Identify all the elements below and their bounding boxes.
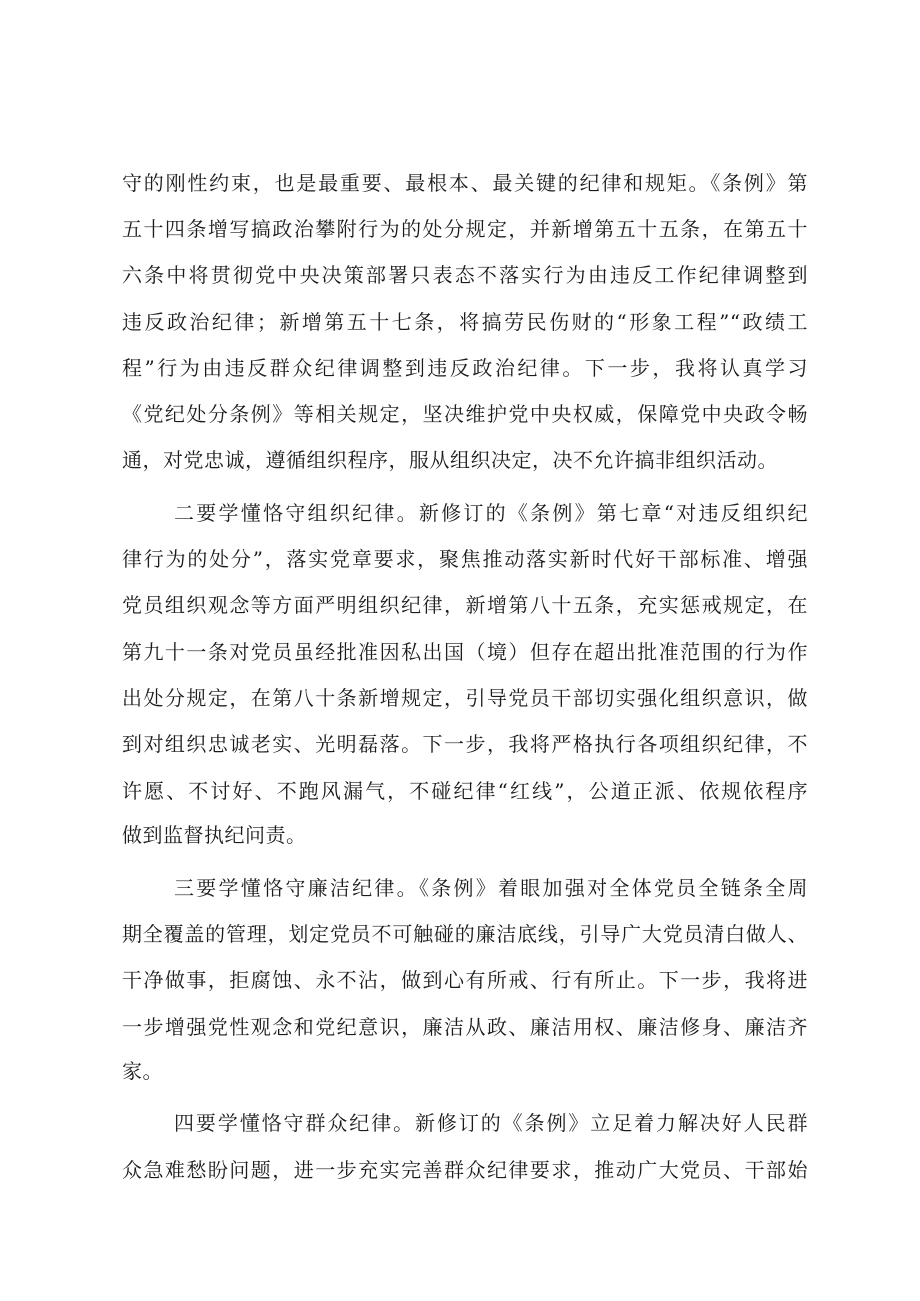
text-line: 一步增强党性观念和党纪意识，廉洁从政、廉洁用权、廉洁修身、廉洁齐 <box>122 1015 808 1039</box>
text-line: 六条中将贯彻党中央决策部署只表态不落实行为由违反工作纪律调整到 <box>122 263 808 287</box>
text-line: 第九十一条对党员虽经批准因私出国（境）但存在超出批准范围的行为作 <box>122 640 808 664</box>
paragraph-first-line: 二要学懂恪守组织纪律。新修订的《条例》第七章“对违反组织纪 <box>174 501 808 525</box>
text-line: 做到监督执纪问责。 <box>122 823 307 847</box>
text-line: 通，对党忠诚，遵循组织程序，服从组织决定，决不允许搞非组织活动。 <box>122 448 778 472</box>
text-line: 到对组织忠诚老实、光明磊落。下一步，我将严格执行各项组织纪律，不 <box>122 732 808 756</box>
text-line: 出处分规定，在第八十条新增规定，引导党员干部切实强化组织意识，做 <box>122 686 808 710</box>
text-line: 《党纪处分条例》等相关规定，坚决维护党中央权威，保障党中央政令畅 <box>122 402 808 426</box>
text-line: 期全覆盖的管理，划定党员不可触碰的廉洁底线，引导广大党员清白做人、 <box>122 922 808 946</box>
paragraph-first-line: 三要学懂恪守廉洁纪律。《条例》着眼加强对全体党员全链条全周 <box>174 876 808 900</box>
text-line: 干净做事，拒腐蚀、永不沾，做到心有所戒、行有所止。下一步，我将进 <box>122 968 808 992</box>
paragraph-first-line: 四要学懂恪守群众纪律。新修订的《条例》立足着力解决好人民群 <box>174 1111 808 1135</box>
text-line: 违反政治纪律；新增第五十七条，将搞劳民伤财的“形象工程”“政绩工 <box>122 310 808 334</box>
text-line: 五十四条增写搞政治攀附行为的处分规定，并新增第五十五条，在第五十 <box>122 217 808 241</box>
text-line: 律行为的处分”，落实党章要求，聚焦推动落实新时代好干部标准、增强 <box>122 547 808 571</box>
text-line: 许愿、不讨好、不跑风漏气，不碰纪律“红线”，公道正派、依规依程序 <box>122 779 808 803</box>
text-line: 众急难愁盼问题，进一步充实完善群众纪律要求，推动广大党员、干部始 <box>122 1158 808 1182</box>
text-line: 党员组织观念等方面严明组织纪律，新增第八十五条，充实惩戒规定，在 <box>122 593 808 617</box>
text-line: 程”行为由违反群众纪律调整到违反政治纪律。下一步，我将认真学习 <box>122 356 808 380</box>
text-line: 家。 <box>122 1059 163 1083</box>
text-line: 守的刚性约束，也是最重要、最根本、最关键的纪律和规矩。《条例》第 <box>122 171 808 195</box>
